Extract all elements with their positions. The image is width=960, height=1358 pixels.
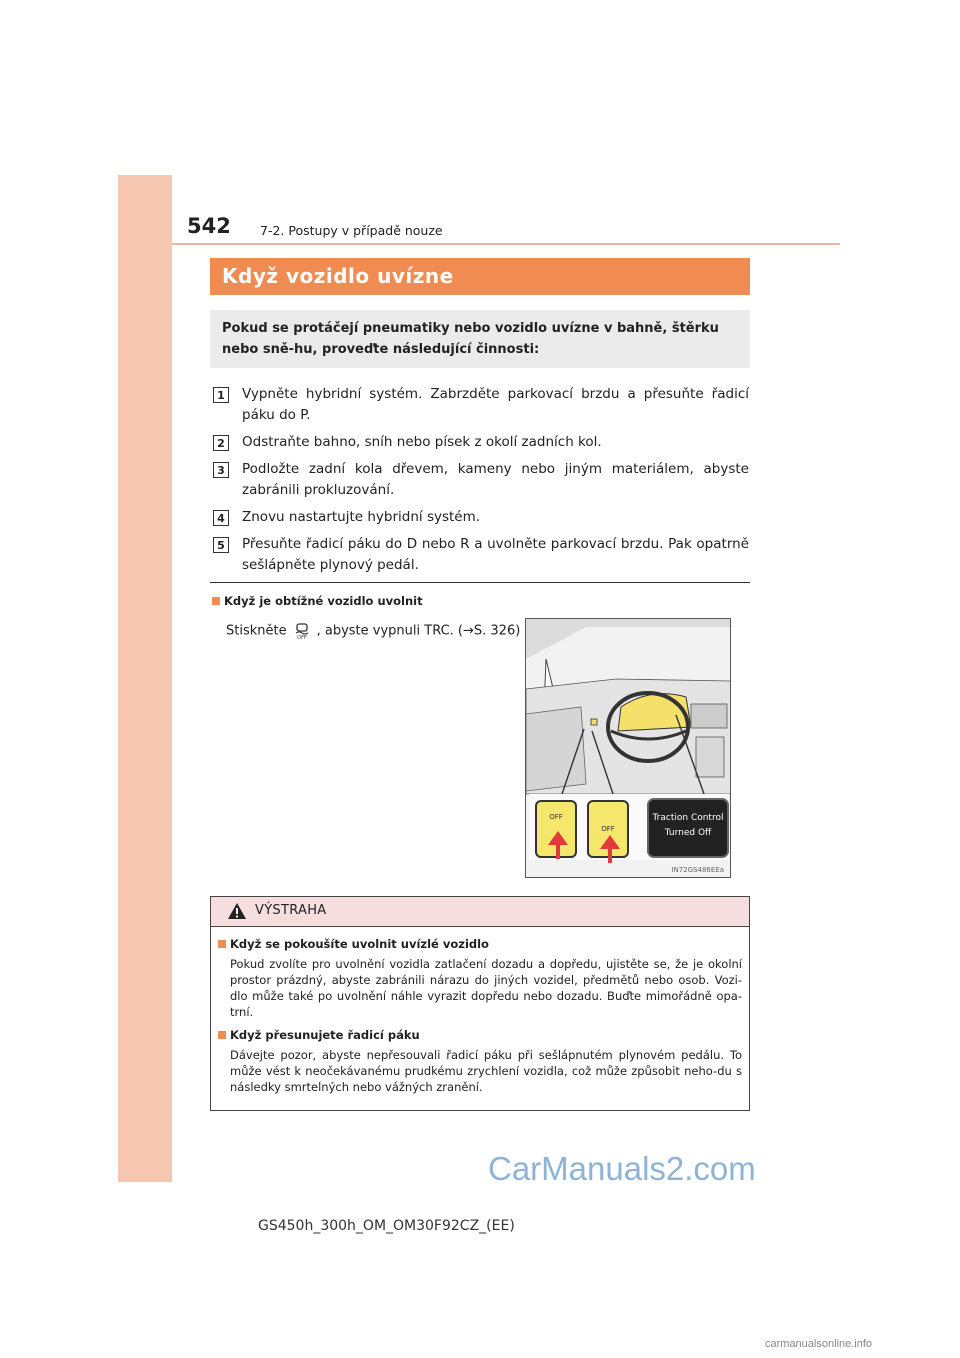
- warning-header: [211, 897, 749, 927]
- warning-item-text: Pokud zvolíte pro uvolnění vozidla zatlačení dozadu a dopředu, ujistěte se, že je okolní prostor prázdný, abyste zabránili nárazu do jiných vozidel, předmětů nebo osob. Vozi-dlo může také po uvolnění náhle vyrazit dopředu nebo dozadu. Buďte mimořádně opa-trní.: [230, 957, 742, 1019]
- header-rule: [172, 243, 840, 245]
- dashboard-illustration: [525, 618, 731, 878]
- step-number: 3: [213, 462, 229, 478]
- step-text: Znovu nastartujte hybridní systém.: [242, 509, 481, 525]
- watermark-main: CarManuals2.com: [488, 1150, 756, 1187]
- subsection-title: Když je obtížné vozidlo uvolnit: [212, 594, 423, 608]
- chapter-title: 7-2. Postupy v případě nouze: [260, 223, 443, 238]
- press-instruction: Stiskněte OFF , abyste vypnuli TRC. (→S. 326): [226, 623, 521, 640]
- intro-box: Pokud se protáčejí pneumatiky nebo vozidlo uvízne v bahně, štěrku nebo sně-hu, proveďte následující činnosti:: [210, 310, 750, 368]
- figure-button-label: OFF: [549, 813, 563, 821]
- bullet-square-icon: [218, 940, 226, 948]
- warning-item-title: Když přesunujete řadicí páku: [218, 1028, 420, 1042]
- dashboard-drawing: [526, 619, 731, 878]
- section-title: Když vozidlo uvízne: [210, 258, 750, 295]
- screen-line-1: Traction Control: [652, 813, 724, 823]
- warning-item-title: Když se pokoušíte uvolnit uvízlé vozidlo: [218, 937, 489, 951]
- svg-text:OFF: OFF: [296, 635, 307, 640]
- step-number: 5: [213, 537, 229, 553]
- warning-title: VÝSTRAHA: [255, 903, 327, 918]
- screen-line-2: Turned Off: [664, 828, 712, 838]
- warning-triangle-icon: [227, 902, 247, 920]
- bullet-square-icon: [218, 1031, 226, 1039]
- footer-code: GS450h_300h_OM_OM30F92CZ_(EE): [258, 1218, 515, 1234]
- bullet-square-icon: [212, 597, 220, 605]
- figure-button-label: OFF: [601, 825, 615, 833]
- step-text: Odstraňte bahno, sníh nebo písek z okolí zadních kol.: [242, 434, 602, 450]
- trc-off-icon: [293, 622, 311, 640]
- warning-box: [210, 896, 750, 1111]
- watermark-small: carmanualsonline.info: [765, 1338, 873, 1350]
- step-text: Podložte zadní kola dřevem, kameny nebo jiným materiálem, abyste zabránili prokluzování.: [242, 461, 749, 498]
- step-number: 1: [213, 387, 229, 403]
- warning-item-text: Dávejte pozor, abyste nepřesouvali řadicí páku při sešlápnutém plynovém pedálu. To může vést k neočekávanému prudkému zrychlení vozidla, což může způsobit neho-du s následky smrtelných nebo vážných zranění.: [230, 1048, 742, 1094]
- step-text: Přesuňte řadicí páku do D nebo R a uvolněte parkovací brzdu. Pak opatrně sešlápněte plynový pedál.: [242, 536, 749, 573]
- sidebar-tab: [118, 175, 172, 1182]
- page-number: 542: [187, 214, 231, 238]
- step-number: 4: [213, 510, 229, 526]
- step-number: 2: [213, 435, 229, 451]
- section-divider: [210, 582, 750, 583]
- step-text: Vypněte hybridní systém. Zabrzděte parkovací brzdu a přesuňte řadicí páku do P.: [242, 386, 749, 423]
- figure-code: IN72GS486EEa: [671, 866, 724, 874]
